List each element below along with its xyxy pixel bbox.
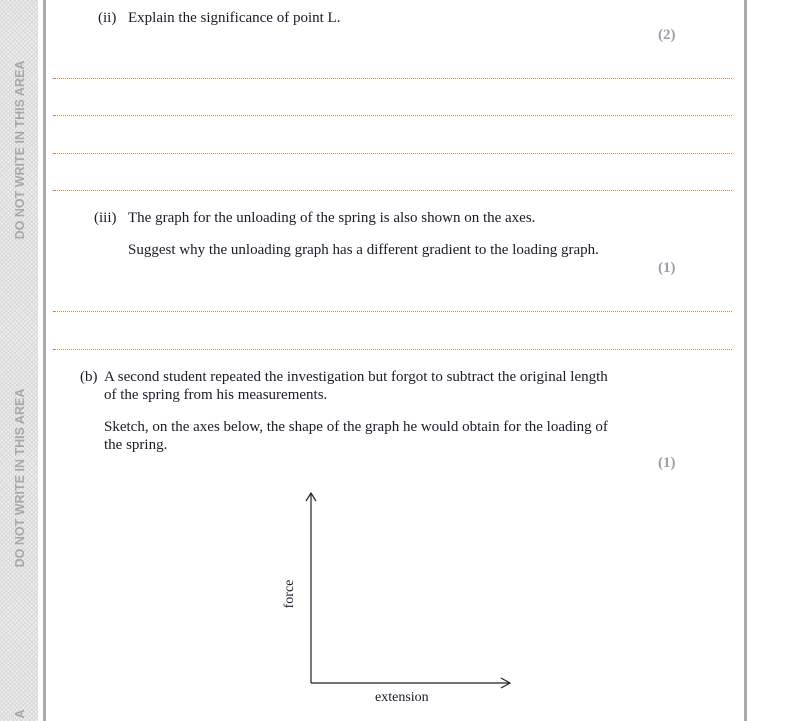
margin-warning: DO NOT WRITE IN THIS AREA	[13, 388, 27, 568]
question-b-line: Sketch, on the axes below, the shape of the graph he would obtain for the loading of	[104, 419, 608, 435]
question-ii-number: (ii)	[98, 10, 117, 26]
question-b-number: (b)	[80, 369, 98, 385]
y-axis-label: force	[282, 579, 297, 609]
question-iii-number: (iii)	[94, 210, 117, 226]
question-b-line: the spring.	[104, 437, 168, 453]
question-iii-text: The graph for the unloading of the spring is also shown on the axes.	[128, 210, 536, 226]
question-b-line: A second student repeated the investigation but forgot to subtract the original length	[104, 369, 608, 385]
marks-b: (1)	[658, 455, 676, 471]
margin-warning: DO NOT WRITE IN THIS AREA	[13, 60, 27, 240]
x-axis-label: extension	[375, 690, 429, 705]
margin-warning-partial: A	[13, 709, 27, 719]
marks-iii: (1)	[658, 260, 676, 276]
question-iii-prompt: Suggest why the unloading graph has a different gradient to the loading graph.	[128, 242, 599, 258]
marks-ii: (2)	[658, 27, 676, 43]
question-ii-text: Explain the significance of point L.	[128, 10, 341, 26]
question-b-line: of the spring from his measurements.	[104, 387, 328, 403]
